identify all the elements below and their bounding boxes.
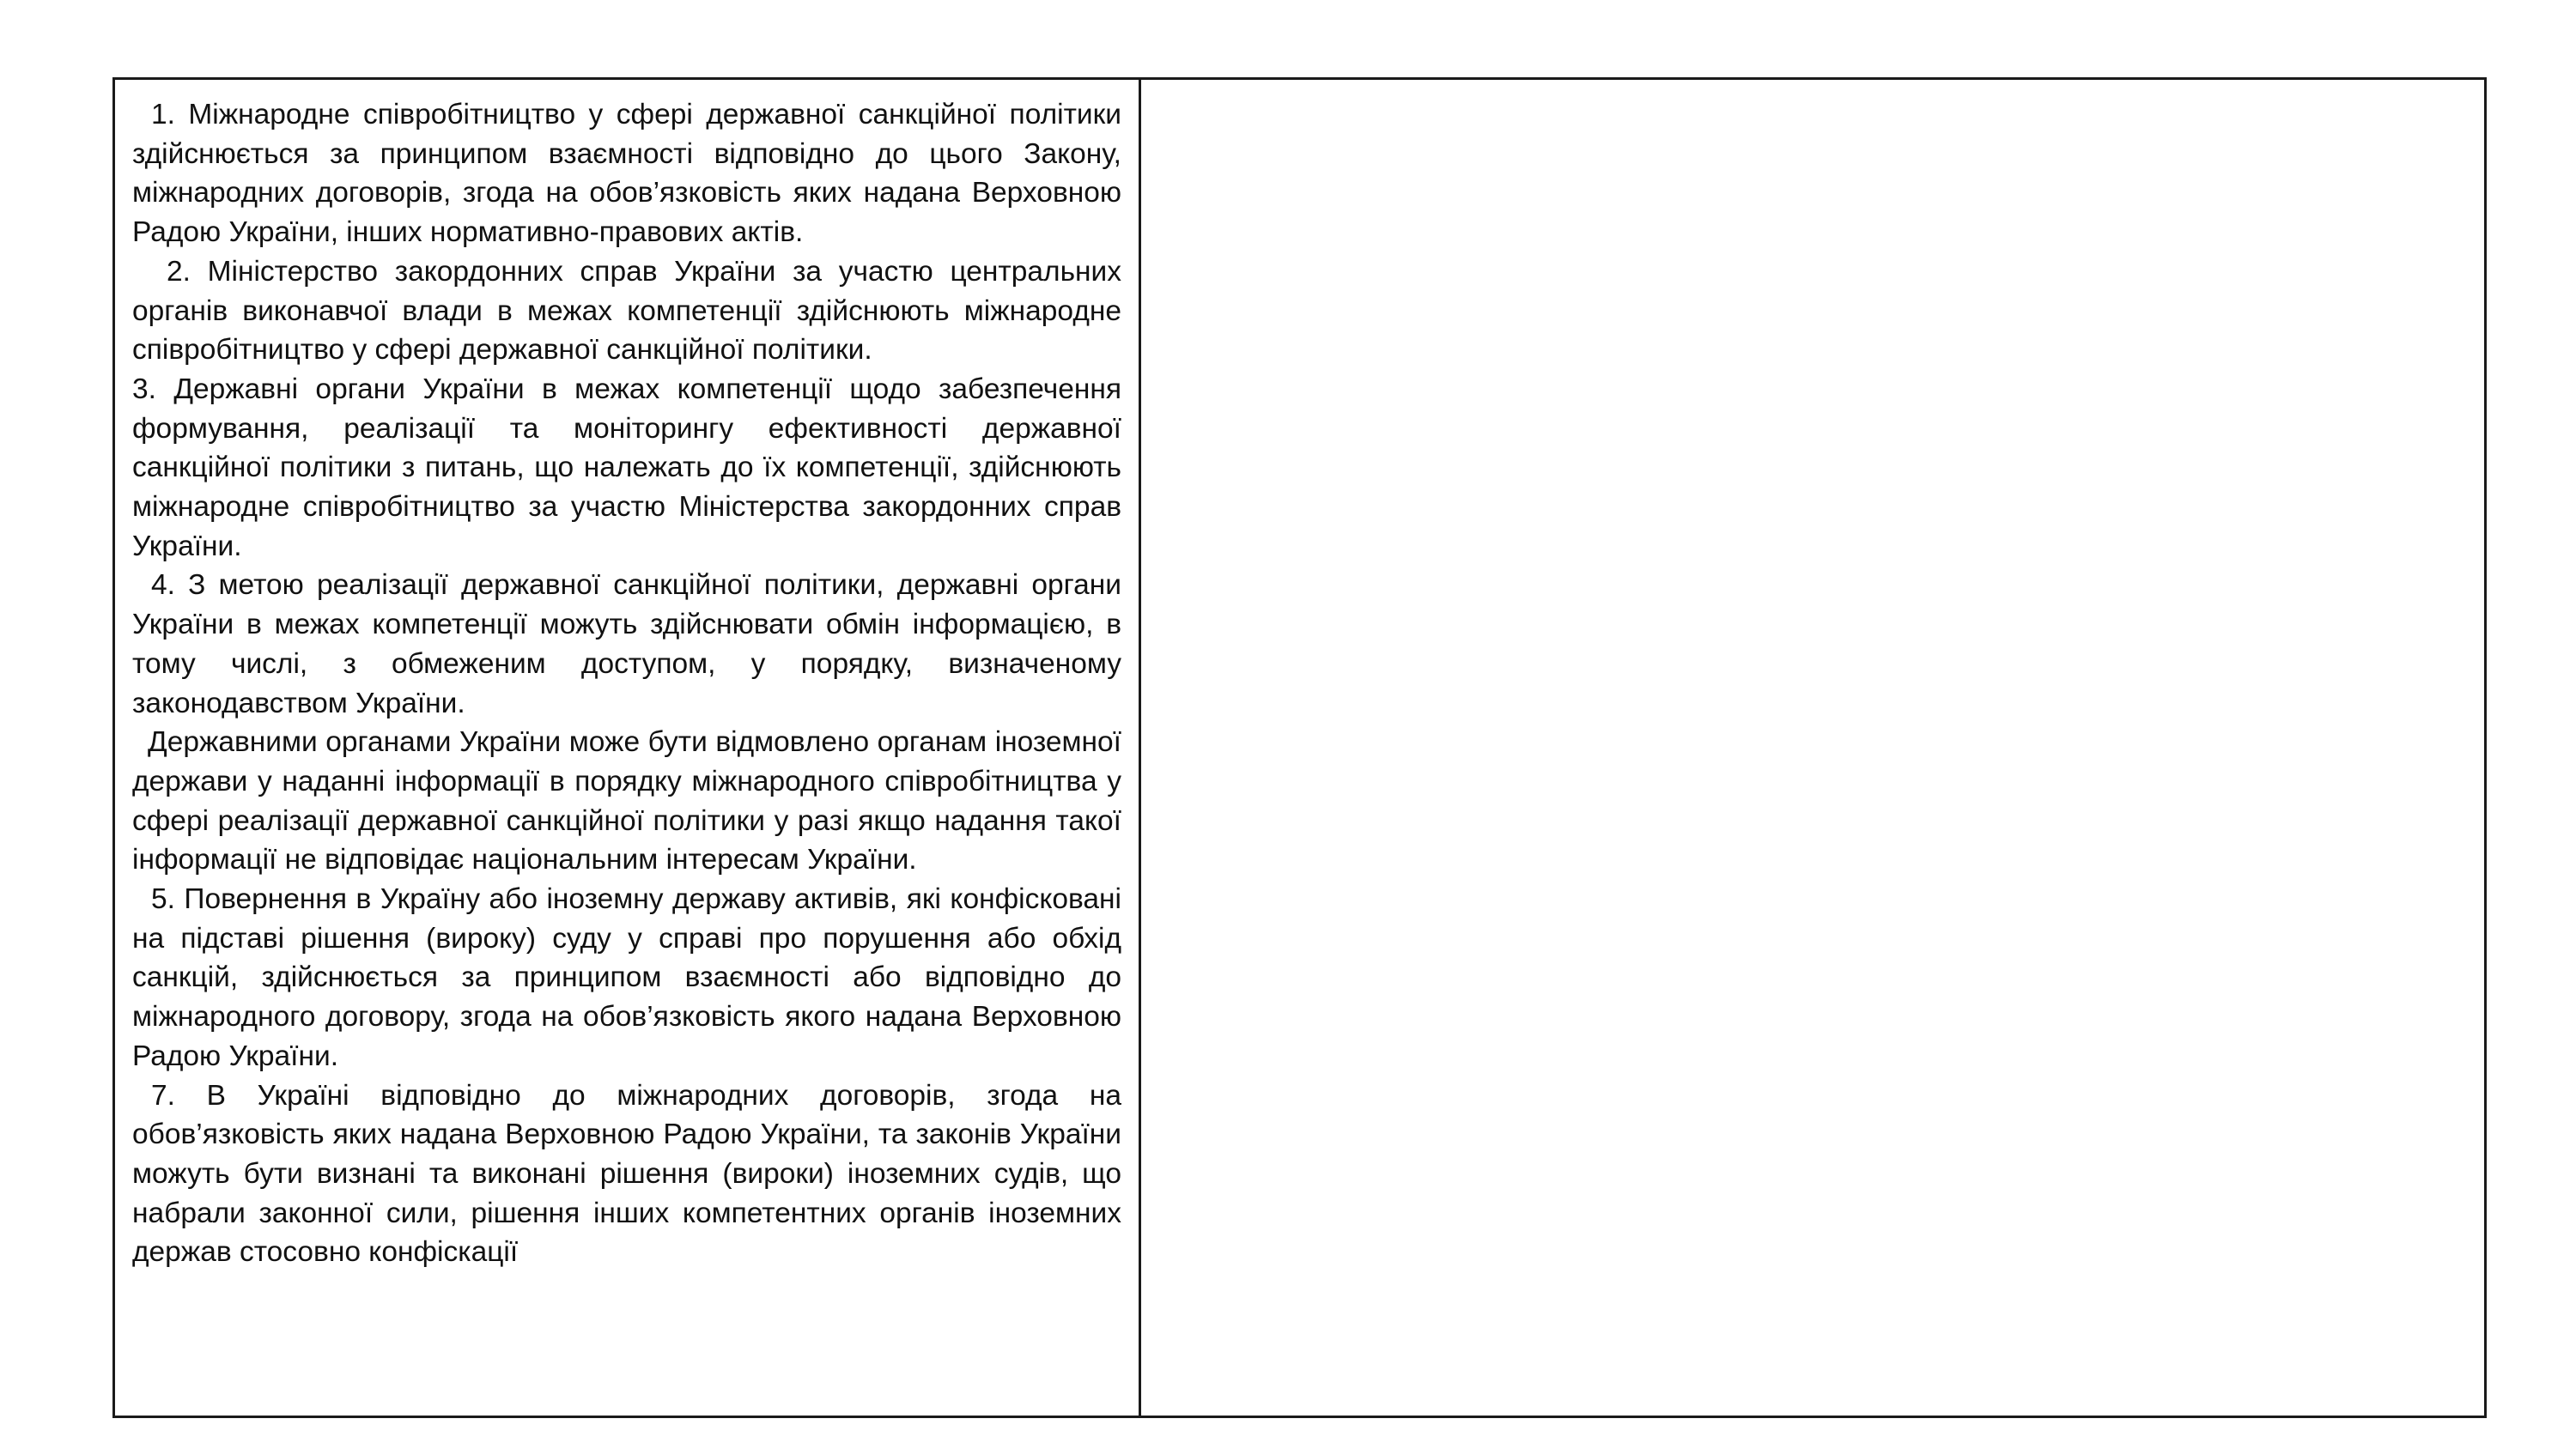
comparison-table [112,77,2487,1418]
paragraph-4-continued: Державними органами України може бути відмовлено органам іноземної держави у наданні інформації в порядку міжнародного співробітництва у сфері реалізації державної санкційної політики у разі якщо надання такої інформації не відповідає національним інтересам України. [132,726,1121,876]
paragraph-4: 4. З метою реалізації державної санкційної політики, державні органи України в межах компетенції можуть здійснювати обмін інформацією, в тому числі, з обмеженим доступом, у порядку, визначеному законодавством України. [132,569,1121,719]
table-cell-right [1141,80,2484,1416]
paragraph-2: 2. Міністерство закордонних справ України за участю центральних органів виконавчої влади в межах компетенції здійснюють міжнародне співробітництво у сфері державної санкційної політики. [132,255,1121,367]
paragraph-5: 5. Повернення в Україну або іноземну державу активів, які конфісковані на підставі рішення (вироку) суду у справі про порушення або обхід санкцій, здійснюється за принципом взаємності або відповідно до міжнародного договору, згода на обов’язковість якого надана Верховною Радою України. [132,883,1121,1072]
paragraph-7: 7. В Україні відповідно до міжнародних договорів, згода на обов’язковість яких надана Верховною Радою України, та законів України можуть бути визнані та виконані рішення (вироки) іноземних судів, що набрали законної сили, рішення інших компетентних органів іноземних держав стосовно конфіскації [132,1079,1121,1269]
table-cell-left [115,80,1141,1416]
paragraph-1: 1. Міжнародне співробітництво у сфері державної санкційної політики здійснюється за принципом взаємності відповідно до цього Закону, міжнародних договорів, згода на обов’язковість яких надана Верховною Радою України, інших нормативно-правових актів. [132,99,1121,249]
paragraph-3: 3. Державні органи України в межах компетенції щодо забезпечення формування, реалізації та моніторингу ефективності державної санкційної політики з питань, що належать до їх компетенції, здійснюють міжнародне співробітництво за участю Міністерства закордонних справ України. [132,373,1121,562]
